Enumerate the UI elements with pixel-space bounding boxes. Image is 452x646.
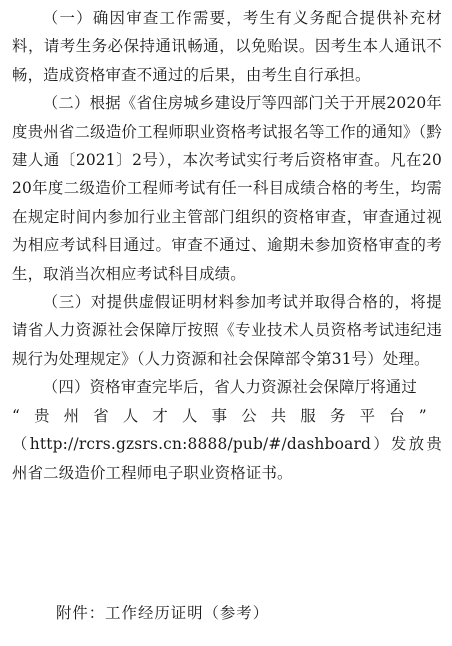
paragraph-1: （一）确因审查工作需要，考生有义务配合提供补充材料，请考生务必保持通讯畅通，以免贻误。因考生本人通讯不畅，造成资格审查不通过的后果，由考生自行承担。 — [12, 9, 442, 84]
paragraph-4-rest: （http://rcrs.gzsrs.cn:8888/pub/#/dashboard）发放贵州省二级造价工程师电子职业资格证书。 — [12, 435, 442, 482]
paragraph-4 — [12, 373, 442, 487]
platform-name: “贵州省人才人事公共服务平台” — [12, 406, 441, 425]
document-body — [12, 4, 442, 487]
paragraph-3: （三）对提供虚假证明材料参加考试并取得合格的，将提请省人力资源社会保障厅按照《专业技术人员资格考试违纪违规行为处理规定》（人力资源和社会保障部令第31号）处理。 — [12, 293, 442, 368]
paragraph-4-intro: （四）资格审查完毕后，省人力资源社会保障厅将通过 — [42, 378, 417, 397]
attachment-note: 附件：工作经历证明（参考） — [56, 604, 270, 622]
paragraph-2: （二）根据《省住房城乡建设厅等四部门关于开展2020年度贵州省二级造价工程师职业资格考试报名等工作的通知》（黔建人通〔2021〕2号），本次考试实行考后资格审查。凡在2020年度二级造价工程师考试有任一科目成绩合格的考生，均需在规定时间内参加行业主管部门组织的资格审查，审查通过视为相应考试科目通过。审查不通过、逾期未参加资格审查的考生，取消当次相应考试科目成绩。 — [12, 94, 442, 283]
